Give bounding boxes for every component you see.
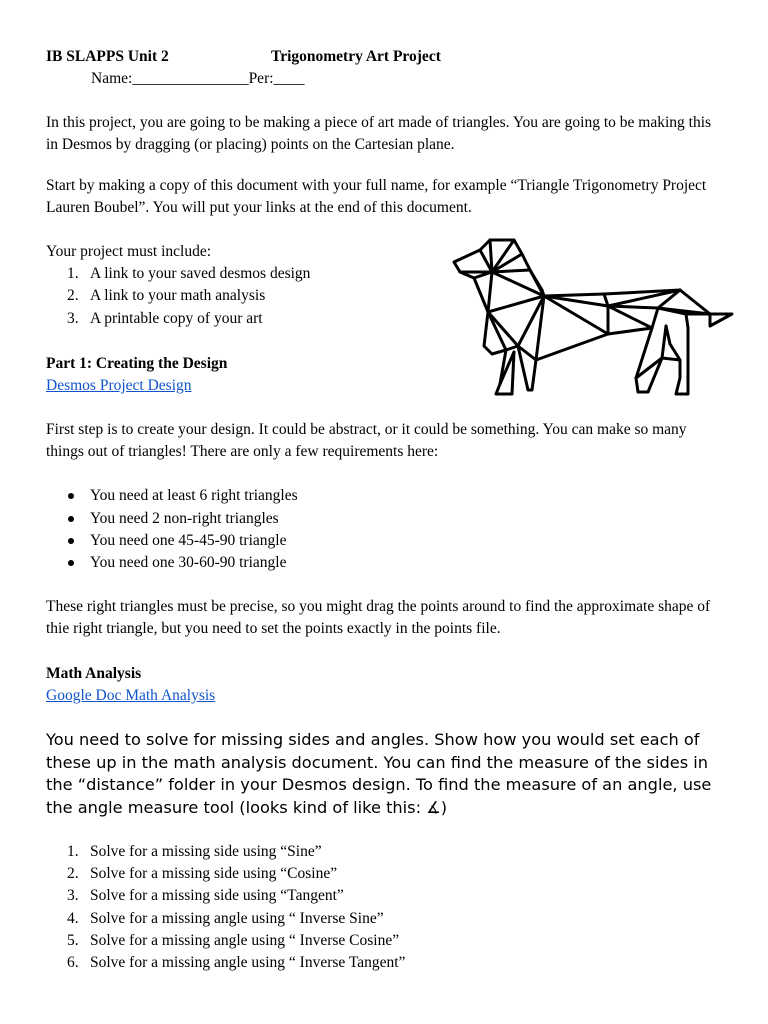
geometric-dachshund-illustration xyxy=(452,236,736,398)
bullet-icon xyxy=(68,493,74,499)
list-item: You need 2 non-right triangles xyxy=(90,510,279,527)
list-item: A link to your saved desmos design xyxy=(90,265,311,282)
math-analysis-heading: Math Analysis xyxy=(46,665,142,682)
bullet-icon xyxy=(68,560,74,566)
bullet-icon xyxy=(68,538,74,544)
list-item: Solve for a missing side using “Tangent” xyxy=(90,887,344,904)
part1-paragraph-1: First step is to create your design. It could be abstract, or it could be something. You can make so many things out of triangles! There are only a few requirements here: xyxy=(46,421,687,460)
name-period-line: Name:_______________Per:____ xyxy=(91,70,305,87)
intro-paragraph-2: Start by making a copy of this document with your full name, for example “Triangle Trigonometry Project Lauren Boubel”. You will put your links at the end of this document. xyxy=(46,177,707,216)
math-analysis-paragraph: You need to solve for missing sides and angles. Show how you would set each of these up in the math analysis document. You can find the measure of the sides in the “distance” folder in your Desmos design. To find the measure of an angle, use the angle measure tool (looks kind of like this: ∡) xyxy=(46,730,712,817)
list-number: 3. xyxy=(67,887,79,904)
google-doc-math-analysis-link[interactable]: Google Doc Math Analysis xyxy=(46,687,216,704)
list-item: You need one 45-45-90 triangle xyxy=(90,532,287,549)
bullet-icon xyxy=(68,516,74,522)
unit-label: IB SLAPPS Unit 2 xyxy=(46,48,169,65)
list-number: 3. xyxy=(67,310,79,327)
list-number: 1. xyxy=(67,265,79,282)
part1-paragraph-2: These right triangles must be precise, so you might drag the points around to find the approximate shape of thie right triangle, but you need to set the points exactly in the points file. xyxy=(46,598,711,637)
list-item: A printable copy of your art xyxy=(90,310,263,327)
list-item: You need one 30-60-90 triangle xyxy=(90,554,287,571)
list-item: A link to your math analysis xyxy=(90,287,266,304)
intro-paragraph-1: In this project, you are going to be making a piece of art made of triangles. You are going to be making this in Desmos by dragging (or placing) points on the Cartesian plane. xyxy=(46,114,712,153)
list-number: 1. xyxy=(67,843,79,860)
list-item: Solve for a missing angle using “ Inverse Sine” xyxy=(90,910,384,927)
list-item: Solve for a missing side using “Cosine” xyxy=(90,865,338,882)
requirements-heading: Your project must include: xyxy=(46,243,212,260)
list-number: 5. xyxy=(67,932,79,949)
list-item: Solve for a missing angle using “ Inverse Tangent” xyxy=(90,954,406,971)
page-title: Trigonometry Art Project xyxy=(271,48,441,65)
list-number: 2. xyxy=(67,287,79,304)
part1-heading: Part 1: Creating the Design xyxy=(46,355,228,372)
list-number: 4. xyxy=(67,910,79,927)
list-number: 2. xyxy=(67,865,79,882)
list-item: Solve for a missing angle using “ Inverse Cosine” xyxy=(90,932,400,949)
list-item: Solve for a missing side using “Sine” xyxy=(90,843,322,860)
desmos-project-link[interactable]: Desmos Project Design xyxy=(46,377,192,394)
list-item: You need at least 6 right triangles xyxy=(90,487,298,504)
list-number: 6. xyxy=(67,954,79,971)
